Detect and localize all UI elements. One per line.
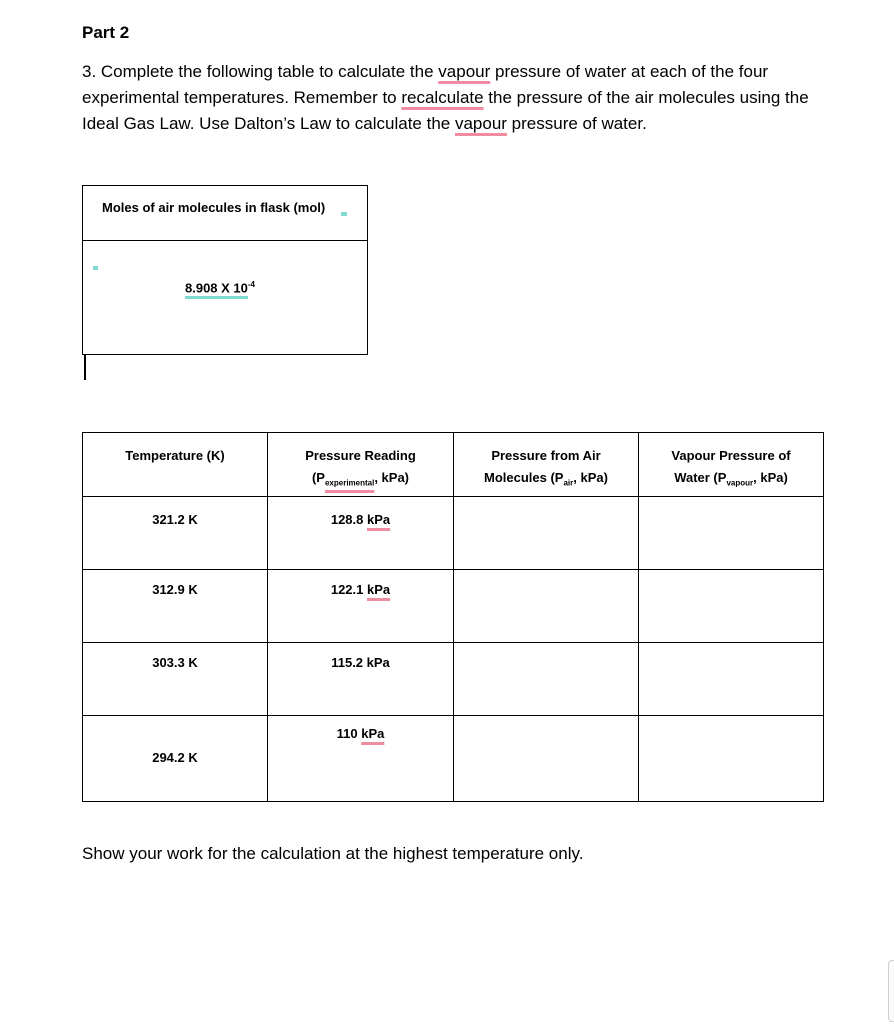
pressure-value: 110 <box>336 726 358 741</box>
grammar-mark <box>93 266 98 270</box>
table-row <box>83 716 824 802</box>
cell-pressure-reading[interactable] <box>268 497 454 570</box>
header-air-line1: Pressure from Air <box>491 448 601 463</box>
cell-pressure-reading[interactable] <box>268 643 454 716</box>
cell-air-pressure[interactable] <box>454 716 639 802</box>
moles-value[interactable] <box>185 280 255 295</box>
instructions-paragraph[interactable] <box>82 59 842 137</box>
header-pressure-reading[interactable] <box>268 433 454 497</box>
instructions-text: the pressure of the air molecules using the Ideal Gas Law. Use Dalton’s Law to calculate the <box>82 88 809 133</box>
cell-vapour-pressure[interactable] <box>639 643 824 716</box>
header-vapour-line1: Vapour Pressure of <box>671 448 791 463</box>
header-pressure-reading-line1: Pressure Reading <box>305 448 416 463</box>
spellcheck-word[interactable]: kPa <box>361 726 385 741</box>
cell-vapour-pressure[interactable] <box>639 716 824 802</box>
header-pressure-reading-line2: ($P_{experimental}$, kPa) <box>311 470 410 488</box>
spellcheck-word[interactable]: kPa <box>367 582 391 597</box>
part-title: Part 2 <box>82 23 130 42</box>
instructions-text: pressure of water at each of the four experimental temperatures. Remember to <box>82 62 769 107</box>
cell-temperature[interactable]: 321.2 K <box>83 497 268 570</box>
spellcheck-word[interactable]: kPa <box>367 512 391 527</box>
scrollbar[interactable] <box>888 960 894 1022</box>
cell-temperature[interactable]: 303.3 K <box>83 643 268 716</box>
header-vapour-line2: Water ($P_{vapour}$, kPa) <box>674 470 788 488</box>
moles-table[interactable] <box>82 185 368 355</box>
cell-air-pressure[interactable] <box>454 497 639 570</box>
instructions-text: pressure of water. <box>506 114 647 133</box>
moles-table-header[interactable]: Moles of air molecules in flask (mol) <box>83 186 367 241</box>
header-temperature[interactable] <box>83 433 268 497</box>
text-cursor <box>84 355 86 380</box>
moles-value-base: 8.908 X 10 <box>185 280 248 296</box>
cell-air-pressure[interactable] <box>454 570 639 643</box>
pressure-value: 115.2 kPa <box>331 655 390 670</box>
header-temperature-label: Temperature (K) <box>125 448 225 463</box>
header-air-line2: Molecules ($P_{air}$, kPa) <box>484 470 608 488</box>
cell-vapour-pressure[interactable] <box>639 497 824 570</box>
cell-temperature[interactable]: 294.2 K <box>83 716 268 802</box>
footer-instruction: Show your work for the calculation at the highest temperature only. <box>82 844 584 863</box>
cell-temperature[interactable]: 312.9 K <box>83 570 268 643</box>
cell-vapour-pressure[interactable] <box>639 570 824 643</box>
data-table[interactable] <box>82 432 824 802</box>
moles-value-exponent: -4 <box>247 280 256 289</box>
spellcheck-word[interactable]: vapour <box>438 62 491 81</box>
pressure-value: 122.1 <box>330 582 364 597</box>
pressure-value: 128.8 <box>330 512 364 527</box>
cell-air-pressure[interactable] <box>454 643 639 716</box>
header-air-pressure[interactable] <box>454 433 639 497</box>
table-row <box>83 570 824 643</box>
spellcheck-word[interactable]: vapour <box>454 114 507 133</box>
table-header-row <box>83 433 824 497</box>
cell-pressure-reading[interactable] <box>268 570 454 643</box>
header-vapour-pressure[interactable] <box>639 433 824 497</box>
instructions-text: 3. Complete the following table to calculate the <box>82 62 439 81</box>
grammar-mark <box>341 212 347 216</box>
cell-pressure-reading[interactable] <box>268 716 454 802</box>
spellcheck-word[interactable]: recalculate <box>401 88 484 107</box>
spellcheck-word[interactable]: experimental <box>324 478 375 488</box>
table-row <box>83 643 824 716</box>
table-row <box>83 497 824 570</box>
